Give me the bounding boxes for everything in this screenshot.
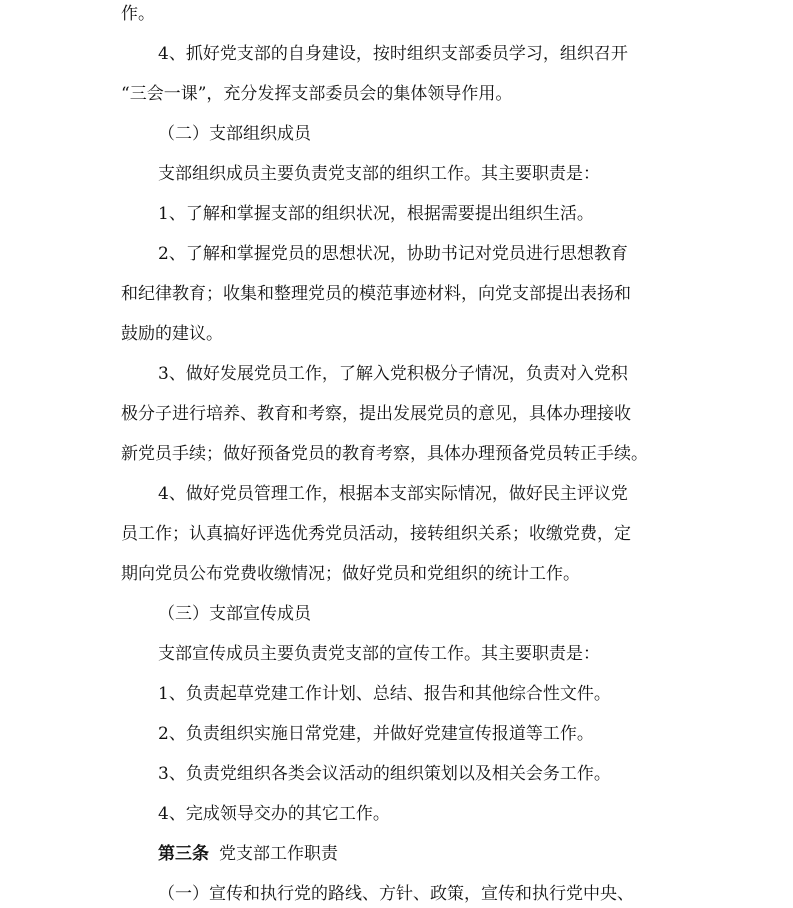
text-line: “三会一课”，充分发挥支部委员会的集体领导作用。 xyxy=(121,84,513,104)
text-line: 作。 xyxy=(121,4,155,24)
text-line: 支部宣传成员主要负责党支部的宣传工作。其主要职责是： xyxy=(158,644,600,664)
text-line: 2、了解和掌握党员的思想状况，协助书记对党员进行思想教育 xyxy=(158,244,628,264)
text-line: 4、完成领导交办的其它工作。 xyxy=(158,804,390,824)
text-line: 3、做好发展党员工作，了解入党积极分子情况，负责对入党积 xyxy=(158,364,628,384)
text-line: 2、负责组织实施日常党建，并做好党建宣传报道等工作。 xyxy=(158,724,594,744)
text-line: 和纪律教育；收集和整理党员的模范事迹材料，向党支部提出表扬和 xyxy=(121,284,631,304)
article-heading xyxy=(0,842,793,866)
text-line: 鼓励的建议。 xyxy=(121,324,223,344)
text-line: 4、做好党员管理工作，根据本支部实际情况，做好民主评议党 xyxy=(158,484,628,504)
text-line: 1、负责起草党建工作计划、总结、报告和其他综合性文件。 xyxy=(158,684,611,704)
text-line: 支部组织成员主要负责党支部的组织工作。其主要职责是： xyxy=(158,164,600,184)
text-line: 1、了解和掌握支部的组织状况，根据需要提出组织生活。 xyxy=(158,204,594,224)
text-line: 4、抓好党支部的自身建设，按时组织支部委员学习，组织召开 xyxy=(158,44,628,64)
article-number: 第三条 xyxy=(158,844,209,864)
article-title: 党支部工作职责 xyxy=(219,844,338,864)
text-line: 极分子进行培养、教育和考察，提出发展党员的意见，具体办理接收 xyxy=(121,404,631,424)
text-line: 新党员手续；做好预备党员的教育考察，具体办理预备党员转正手续。 xyxy=(121,444,648,464)
section-heading: （二）支部组织成员 xyxy=(158,124,311,144)
text-line: （一）宣传和执行党的路线、方针、政策，宣传和执行党中央、 xyxy=(158,884,634,904)
text-line: 期向党员公布党费收缴情况；做好党员和党组织的统计工作。 xyxy=(121,564,580,584)
text-line: 员工作；认真搞好评选优秀党员活动，接转组织关系；收缴党费，定 xyxy=(121,524,631,544)
text-line: 3、负责党组织各类会议活动的组织策划以及相关会务工作。 xyxy=(158,764,611,784)
section-heading: （三）支部宣传成员 xyxy=(158,604,311,624)
